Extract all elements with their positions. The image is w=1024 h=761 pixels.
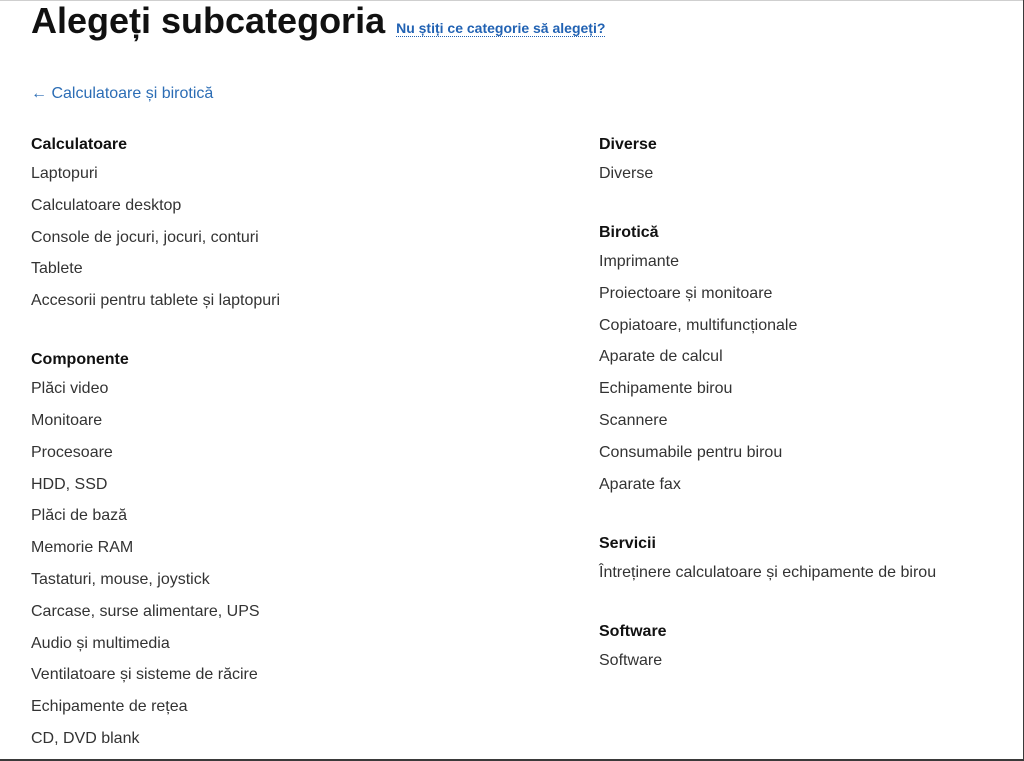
subcategory-link-diverse[interactable]: Diverse: [599, 165, 654, 182]
subcategory-link-audio-si-multimedia[interactable]: Audio și multimedia: [31, 634, 170, 652]
category-group-birotica: [599, 221, 999, 495]
category-group-title: Software: [599, 622, 667, 640]
category-group-componente: [31, 348, 551, 749]
back-link-label: Calculatoare și birotică: [51, 85, 214, 102]
subcategory-list: [599, 651, 999, 671]
category-group-title: Birotică: [599, 224, 659, 241]
subcategory-link-echipamente-birou[interactable]: Echipamente birou: [599, 380, 733, 398]
subcategory-link-console-de-jocuri-jocuri-conturi[interactable]: Console de jocuri, jocuri, conturi: [31, 228, 259, 246]
category-group-title: Diverse: [599, 136, 657, 153]
subcategory-link-placi-de-baza[interactable]: Plăci de bază: [31, 507, 128, 525]
category-help-link[interactable]: Nu știți ce categorie să alegeți?: [396, 20, 606, 36]
subcategory-link-cd-dvd-blank[interactable]: CD, DVD blank: [31, 729, 140, 747]
page-title: Alegeți subcategoria: [31, 0, 386, 41]
subcategory-link-monitoare[interactable]: Monitoare: [31, 411, 103, 429]
back-to-category-link[interactable]: [31, 84, 213, 104]
subcategory-list: [599, 164, 999, 184]
subcategory-link-hdd-ssd[interactable]: HDD, SSD: [31, 475, 108, 493]
subcategory-link-intretinere-calculatoare-si-echipamente-de-birou[interactable]: Întreținere calculatoare și echipamente de birou: [599, 563, 937, 581]
subcategory-link-placi-video[interactable]: Plăci video: [31, 380, 109, 398]
category-group-diverse: [599, 133, 999, 184]
subcategory-link-procesoare[interactable]: Procesoare: [31, 443, 113, 461]
subcategory-link-memorie-ram[interactable]: Memorie RAM: [31, 539, 134, 557]
subcategory-list: [31, 164, 551, 311]
category-group-calculatoare: [31, 133, 551, 311]
subcategory-link-laptopuri[interactable]: Laptopuri: [31, 165, 98, 182]
subcategory-list: [31, 379, 551, 749]
page-header: [31, 0, 605, 42]
subcategory-link-scannere[interactable]: Scannere: [599, 411, 668, 429]
subcategory-list: [599, 252, 999, 495]
subcategory-link-carcase-surse-alimentare-ups[interactable]: Carcase, surse alimentare, UPS: [31, 602, 260, 620]
subcategory-link-accesorii-pentru-tablete-si-laptopuri[interactable]: Accesorii pentru tablete și laptopuri: [31, 292, 281, 310]
subcategory-link-copiatoare-multifunctionale[interactable]: Copiatoare, multifuncționale: [599, 316, 798, 334]
subcategory-link-aparate-fax[interactable]: Aparate fax: [599, 475, 681, 493]
category-group-software: [599, 620, 999, 671]
subcategory-link-tastaturi-mouse-joystick[interactable]: Tastaturi, mouse, joystick: [31, 570, 210, 588]
category-group-title: Servicii: [599, 534, 656, 552]
subcategory-list: [599, 563, 999, 583]
subcategory-link-proiectoare-si-monitoare[interactable]: Proiectoare și monitoare: [599, 284, 773, 302]
category-group-title: Componente: [31, 351, 129, 369]
subcategory-link-ventilatoare-si-sisteme-de-racire[interactable]: Ventilatoare și sisteme de răcire: [31, 666, 258, 684]
subcategory-link-software[interactable]: Software: [599, 651, 663, 669]
subcategory-link-aparate-de-calcul[interactable]: Aparate de calcul: [599, 348, 723, 366]
category-group-title: Calculatoare: [31, 136, 128, 153]
subcategory-link-imprimante[interactable]: Imprimante: [599, 253, 680, 270]
subcategory-link-consumabile-pentru-birou[interactable]: Consumabile pentru birou: [599, 443, 783, 461]
right-category-column: [599, 133, 999, 708]
subcategory-link-calculatoare-desktop[interactable]: Calculatoare desktop: [31, 196, 182, 214]
left-category-column: [31, 133, 551, 761]
arrow-left-icon: ←: [31, 85, 47, 102]
subcategory-link-tablete[interactable]: Tablete: [31, 260, 83, 278]
category-group-servicii: [599, 532, 999, 583]
subcategory-link-echipamente-de-retea[interactable]: Echipamente de rețea: [31, 698, 188, 716]
